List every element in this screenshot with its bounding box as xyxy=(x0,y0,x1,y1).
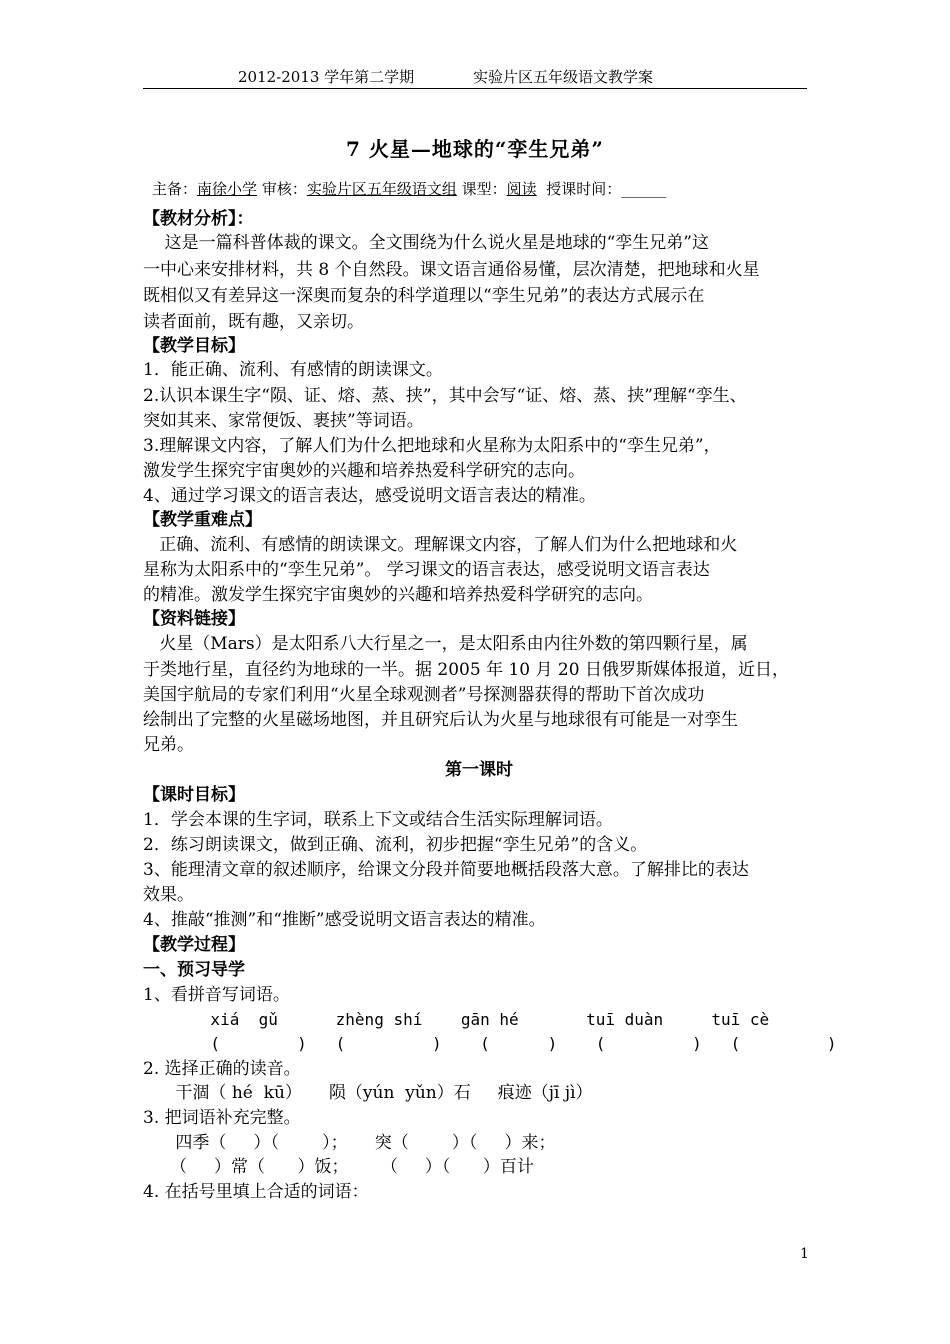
text-line: 4、通过学习课文的语言表达，感受说明文语言表达的精准。 xyxy=(143,486,596,506)
text-line: 1．能正确、流利、有感情的朗读课文。 xyxy=(143,360,443,380)
text-line: 4、推敲“推测”和“推断”感受说明文语言表达的精准。 xyxy=(143,910,546,930)
text-line: 突如其来、家常便饭、裹挟”等词语。 xyxy=(143,411,424,431)
section-heading: 【教学过程】 xyxy=(143,935,245,955)
text-line: 2．练习朗读课文，做到正确、流利，初步把握“孪生兄弟”的含义。 xyxy=(143,835,648,855)
section-heading: 【课时目标】 xyxy=(143,785,245,805)
text-line: 绘制出了完整的火星磁场地图，并且研究后认为火星与地球很有可能是一对孪生 xyxy=(143,710,738,730)
text-line: 正确、流利、有感情的朗读课文。理解课文内容，了解人们为什么把地球和火 xyxy=(143,535,738,555)
text-line: 兄弟。 xyxy=(143,735,194,755)
text-line: 一中心来安排材料，共 8 个自然段。课文语言通俗易懂，层次清楚，把地球和火星 xyxy=(143,260,760,280)
lesson-meta xyxy=(152,178,666,199)
text-line: 激发学生探究宇宙奥妙的兴趣和培养热爱科学研究的志向。 xyxy=(143,461,585,481)
zhubei-value: 南徐小学 xyxy=(197,180,258,198)
text-line: 3.理解课文内容，了解人们为什么把地球和火星称为太阳系中的“孪生兄弟”， xyxy=(143,436,721,456)
lesson-title: 7 火星—地球的“孪生兄弟” xyxy=(346,137,604,161)
time-label: 授课时间： xyxy=(546,180,622,198)
subsection-heading: 一、预习导学 xyxy=(143,960,245,980)
idiom-fill-row: （ ）常（ ）饭； （ ）（ ）百计 xyxy=(143,1157,534,1177)
section-heading: 【资料链接】 xyxy=(143,609,245,629)
section-heading: 【教学目标】 xyxy=(143,336,245,356)
header-semester: 2012-2013 学年第二学期 xyxy=(238,68,415,86)
text-line: 既相似又有差异这一深奥而复杂的科学道理以“孪生兄弟”的表达方式展示在 xyxy=(143,286,705,306)
lesson-period-heading: 第一课时 xyxy=(445,760,513,780)
exercise-item: 1、看拼音写词语。 xyxy=(143,985,290,1005)
exercise-item: 4. 在括号里填上合适的词语： xyxy=(143,1182,369,1202)
kexing-label: 课型： xyxy=(461,180,507,198)
text-line: 于类地行星，直径约为地球的一半。据 2005 年 10 月 20 日俄罗斯媒体报道，近日， xyxy=(143,660,789,680)
kexing-value: 阅读 xyxy=(506,180,537,198)
shenhe-label: 审核： xyxy=(261,180,307,198)
pinyin-row: xiá gǔ zhèng shí gān hé tuī duàn tuī cè xyxy=(143,1010,770,1029)
zhubei-label: 主备： xyxy=(152,180,198,198)
header-doc-title: 实验片区五年级语文教学案 xyxy=(473,68,654,86)
reading-choice-row: 干涸（ hé kū） 陨（yún yǔn）石 痕迹（jī jì） xyxy=(143,1083,593,1103)
time-blank: ______ xyxy=(621,180,667,198)
text-line: 3、能理清文章的叙述顺序，给课文分段并简要地概括段落大意。了解排比的表达 xyxy=(143,860,749,880)
text-line: 星称为太阳系中的“孪生兄弟”。 学习课文的语言表达，感受说明文语言表达 xyxy=(143,560,710,580)
text-line: 火星（Mars）是太阳系八大行星之一，是太阳系由内往外数的第四颗行星，属 xyxy=(143,634,748,654)
page-number: 1 xyxy=(800,1246,809,1262)
text-line: 效果。 xyxy=(143,885,194,905)
answer-blanks-row: ( ) ( ) ( ) ( ) ( ) xyxy=(143,1034,837,1053)
exercise-item: 3. 把词语补充完整。 xyxy=(143,1108,301,1128)
text-line: 的精准。激发学生探究宇宙奥妙的兴趣和培养热爱科学研究的志向。 xyxy=(143,585,653,605)
shenhe-value: 实验片区五年级语文组 xyxy=(306,180,457,198)
text-line: 美国宇航局的专家们利用“火星全球观测者”号探测器获得的帮助下首次成功 xyxy=(143,685,705,705)
text-line: 1．学会本课的生字词，联系上下文或结合生活实际理解词语。 xyxy=(143,810,613,830)
text-line: 读者面前，既有趣，又亲切。 xyxy=(143,312,364,332)
idiom-fill-row: 四季（ ）（ ）； 突（ ）（ ）来； xyxy=(143,1133,556,1153)
text-line: 这是一篇科普体裁的课文。全文围绕为什么说火星是地球的“孪生兄弟”这 xyxy=(143,233,709,253)
section-heading: 【教学重难点】 xyxy=(143,510,262,530)
text-line: 2.认识本课生字“陨、证、熔、蒸、挟”，其中会写“证、熔、蒸、挟”理解“孪生、 xyxy=(143,386,747,406)
page-header xyxy=(143,66,807,89)
section-heading: 【教材分析】： xyxy=(143,209,254,229)
exercise-item: 2. 选择正确的读音。 xyxy=(143,1059,301,1079)
